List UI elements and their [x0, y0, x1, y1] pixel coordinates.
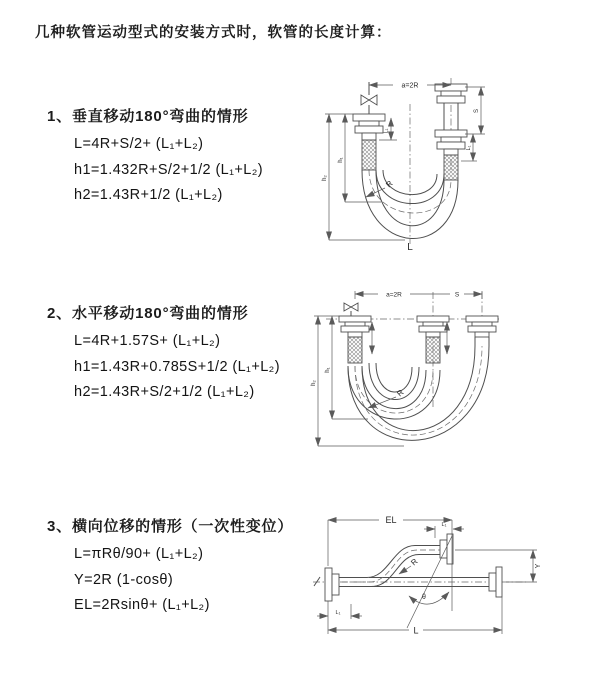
- middle-pipe: [417, 316, 449, 363]
- dim-label-h1: h₁: [338, 157, 344, 163]
- left-flange: [325, 568, 339, 601]
- dim-label-fitting-top: L₁: [441, 522, 447, 528]
- section-2-formula-h1: h1=1.43R+0.785S+1/2 (L₁+L₂): [74, 358, 280, 375]
- dim-label-fitting-right: L₁: [466, 145, 472, 151]
- section-2-heading: 2、水平移动180°弯曲的情形: [47, 305, 249, 322]
- dim-label-length: L: [407, 242, 413, 253]
- dim-label-span: a=2R: [401, 82, 419, 90]
- section-1-heading: 1、垂直移动180°弯曲的情形: [47, 108, 249, 125]
- diagram-lateral-displacement: [311, 506, 561, 651]
- flange-fitting: [435, 84, 467, 103]
- section-3-heading: 3、横向位移的情形（一次性变位）: [47, 518, 294, 535]
- flange-fitting: [353, 114, 385, 140]
- valve-icon: [361, 95, 377, 105]
- valve-icon: [344, 303, 358, 311]
- dim-label-h2: h₂: [322, 175, 328, 181]
- dim-label-stroke: S: [454, 291, 460, 299]
- flange-hub: [489, 573, 496, 591]
- flange-fitting: [435, 130, 467, 155]
- section-1-formula-h2: h2=1.43R+1/2 (L₁+L₂): [74, 187, 223, 203]
- dim-label-offset: Y: [535, 563, 542, 569]
- braided-section: [426, 337, 440, 363]
- right-pipe: [435, 84, 467, 180]
- section-3-formula-EL: EL=2Rsinθ+ (L₁+L₂): [74, 597, 210, 613]
- flange-plate: [496, 567, 502, 597]
- section-2-formula-h2: h2=1.43R+S/2+1/2 (L₁+L₂): [74, 384, 255, 400]
- section-2-formula-L: L=4R+1.57S+ (L₁+L₂): [74, 333, 221, 349]
- braided-section: [362, 140, 376, 170]
- diagram-horizontal-180-bend: [306, 286, 596, 458]
- dim-label-radius: R: [384, 178, 395, 190]
- section-3: [0, 515, 330, 623]
- section-2: [0, 302, 330, 410]
- page-title: 几种软管运动型式的安装方式时，软管的长度计算：: [35, 25, 392, 41]
- flange-fitting: [339, 316, 371, 337]
- left-pipe: [353, 82, 385, 170]
- dim-label-length: L: [413, 625, 419, 636]
- dimension-fitting-top: [424, 522, 464, 538]
- diagram-vertical-180-bend: [313, 74, 498, 254]
- braided-section: [348, 337, 362, 363]
- left-pipe: [339, 303, 371, 363]
- dim-label-fitting-left: L₁: [383, 128, 390, 134]
- dim-label-radius: R: [395, 387, 406, 399]
- dim-label-radius: R: [409, 556, 420, 568]
- right-pipe: [466, 316, 498, 346]
- section-1: [0, 105, 330, 213]
- section-3-formula-L: L=πRθ/90+ (L₁+L₂): [74, 546, 204, 562]
- flange-fitting: [417, 316, 449, 337]
- radius-leader: [399, 557, 420, 574]
- hose-s-curve: [333, 546, 444, 587]
- dim-label-h2: h₂: [311, 380, 317, 386]
- dim-label-h1: h₁: [325, 367, 331, 373]
- flange-fitting: [466, 316, 498, 337]
- dim-label-span: a=2R: [386, 291, 402, 299]
- dim-label-angle: θ: [422, 594, 426, 601]
- braided-section: [444, 155, 458, 180]
- dimension-stroke: [465, 87, 485, 134]
- dimension-stroke: [433, 291, 482, 299]
- dim-label-fitting-bottom: L₁: [335, 610, 341, 616]
- section-3-formula-Y: Y=2R (1-cosθ): [74, 571, 174, 588]
- section-1-formula-L: L=4R+S/2+ (L₁+L₂): [74, 136, 204, 152]
- dimension-fitting-bottom: [317, 604, 362, 619]
- centerline-break: [314, 577, 320, 586]
- section-1-formula-h1: h1=1.432R+S/2+1/2 (L₁+L₂): [74, 161, 264, 178]
- dim-label-span: EL: [385, 515, 397, 525]
- dimension-span: [355, 291, 433, 299]
- dim-label-stroke: S: [474, 108, 480, 114]
